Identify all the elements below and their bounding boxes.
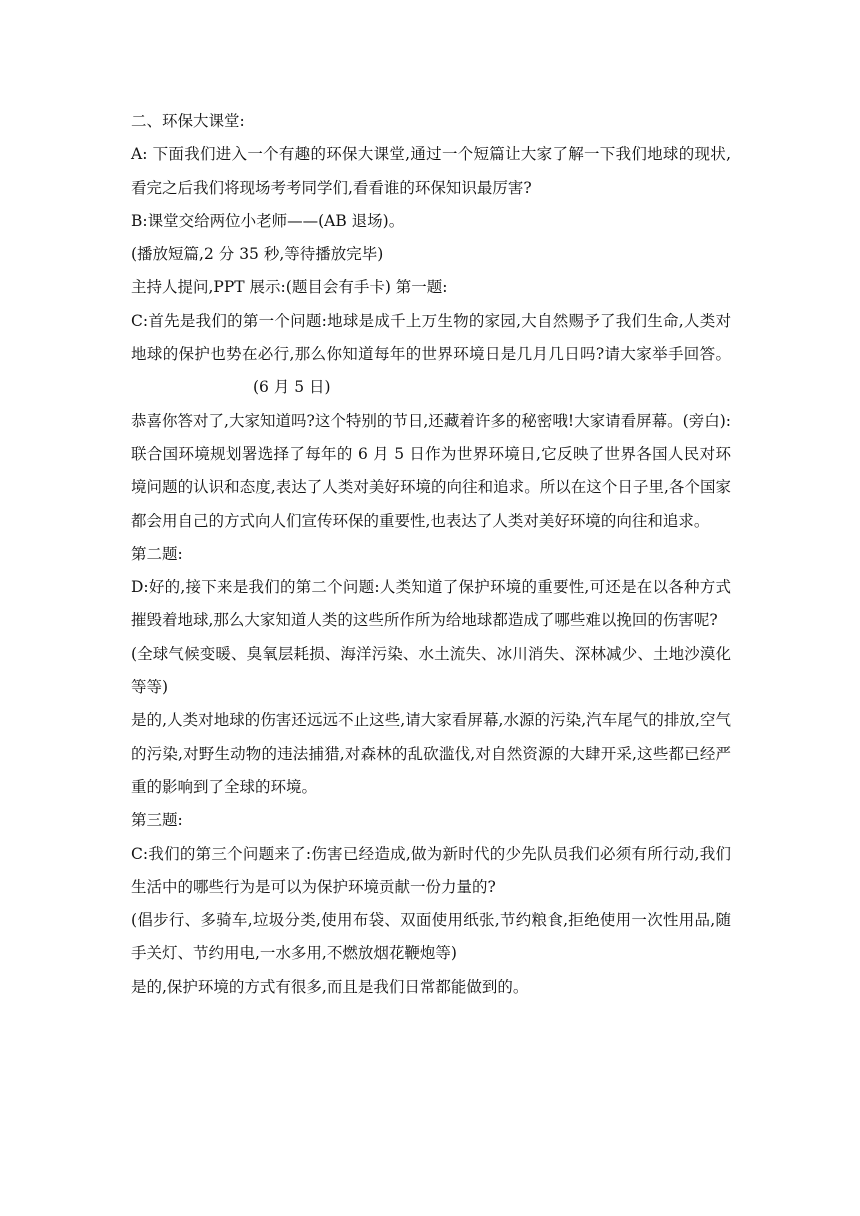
paragraph-question-2-label: 第二题: xyxy=(131,544,183,563)
paragraph-answer-1-explanation: 恭喜你答对了,大家知道吗?这个特别的节日,还藏着许多的秘密哦!大家请看屏幕。(旁白):联合国环境规划署选择了每年的 6 月 5 日作为世界环境日,它反映了世界各国人民对环境问题的认识和态度,表达了人类对美好环境的向往和追求。所以在这个日子里,各个国家都会用自己的方式向人们宣传环保的重要性,也表达了人类对美好环境的向往和追求。 xyxy=(131,411,731,530)
document-page xyxy=(131,105,731,1004)
paragraph-question-3: C:我们的第三个问题来了:伤害已经造成,做为新时代的少先队员我们必须有所行动,我们生活中的哪些行为是可以为保护环境贡献一份力量的? xyxy=(131,844,731,896)
paragraph-host-question-intro: 主持人提问,PPT 展示:(题目会有手卡) 第一题: xyxy=(131,278,448,297)
paragraph-question-2: D:好的,接下来是我们的第二个问题:人类知道了保护环境的重要性,可还是在以各种方式摧毁着地球,那么大家知道人类的这些所作所为给地球都造成了哪些难以挽回的伤害呢? xyxy=(131,578,731,630)
paragraph-answer-3: (倡步行、多骑车,垃圾分类,使用布袋、双面使用纸张,节约粮食,拒绝使用一次性用品,随手关灯、节约用电,一水多用,不燃放烟花鞭炮等) xyxy=(131,911,731,963)
question-1-text: C:首先是我们的第一个问题:地球是成千上万生物的家园,大自然赐予了我们生命,人类对地球的保护也势在必行,那么你知道每年的世界环境日是几月几日吗?请大家举手回答。 xyxy=(131,311,731,364)
paragraph-play-video: (播放短篇,2 分 35 秒,等待播放完毕) xyxy=(131,245,384,264)
answer-1: (6 月 5 日) xyxy=(253,378,331,397)
paragraph-closing: 是的,保护环境的方式有很多,而且是我们日常都能做到的。 xyxy=(131,977,529,996)
paragraph-host-b: B:课堂交给两位小老师——(AB 退场)。 xyxy=(131,211,405,230)
paragraph-host-a-intro: A: 下面我们进入一个有趣的环保大课堂,通过一个短篇让大家了解一下我们地球的现状,看完之后我们将现场考考同学们,看看谁的环保知识最厉害? xyxy=(131,145,731,197)
paragraph-question-1 xyxy=(131,305,731,405)
paragraph-answer-2: (全球气候变暖、臭氧层耗损、海洋污染、水土流失、冰川消失、深林减少、土地沙漠化等等) xyxy=(131,644,731,697)
section-heading: 二、环保大课堂: xyxy=(131,112,245,130)
paragraph-answer-2-explanation: 是的,人类对地球的伤害还远远不止这些,请大家看屏幕,水源的污染,汽车尾气的排放,空气的污染,对野生动物的违法捕猎,对森林的乱砍滥伐,对自然资源的大肆开采,这些都已经严重的影响到了全球的环境。 xyxy=(131,711,731,796)
paragraph-question-3-label: 第三题: xyxy=(131,811,183,830)
